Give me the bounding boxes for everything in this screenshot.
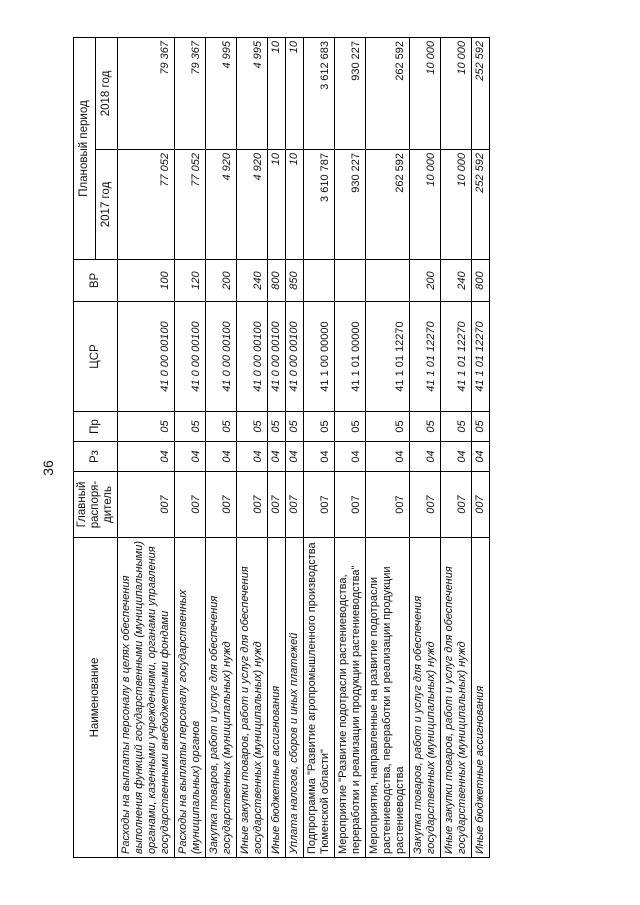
cell-gr: 007: [175, 472, 206, 538]
cell-rz: 04: [366, 442, 410, 472]
cell-pr: 05: [410, 412, 441, 442]
cell-y2018: 10 000: [410, 37, 441, 149]
cell-gr: 007: [286, 472, 304, 538]
cell-y2017: 4 920: [237, 150, 268, 260]
cell-rz: 04: [268, 442, 286, 472]
rotated-table-wrapper: [73, 38, 558, 858]
cell-y2017: 10 000: [410, 150, 441, 260]
cell-rz: 04: [286, 442, 304, 472]
cell-csr: 41 0 00 00100: [206, 302, 237, 412]
cell-y2018: 4 995: [206, 37, 237, 149]
cell-vr: 200: [410, 260, 441, 302]
cell-csr: 41 1 01 12270: [410, 302, 441, 412]
cell-vr: 240: [441, 260, 472, 302]
cell-csr: 41 1 01 12270: [366, 302, 410, 412]
cell-gr: 007: [304, 472, 335, 538]
cell-name: Иные закупки товаров, работ и услуг для обеспечения государственных (муниципальных) нужд: [237, 538, 268, 858]
table-row: [286, 37, 304, 857]
cell-pr: 05: [335, 412, 366, 442]
cell-rz: 04: [175, 442, 206, 472]
cell-y2017: 77 052: [175, 150, 206, 260]
cell-y2017: 3 610 787: [304, 150, 335, 260]
cell-name: Расходы на выплаты персоналу в целях обеспечения выполнения функций государственными (муниципальными) органами, казенными учреждениями, органами управления государственными внебюджетными фондами: [118, 538, 175, 858]
header-gr: Главный распоря-дитель: [74, 472, 118, 538]
header-name: Наименование: [74, 538, 118, 858]
cell-name: Закупка товаров, работ и услуг для обеспечения государственных (муниципальных) нужд: [206, 538, 237, 858]
cell-y2018: 3 612 683: [304, 37, 335, 149]
page-number: 36: [40, 460, 56, 476]
cell-y2017: 252 592: [472, 150, 490, 260]
cell-y2018: 10 000: [441, 37, 472, 149]
header-vr: ВР: [74, 260, 118, 302]
table-row: [335, 37, 366, 857]
header-row-1: [74, 37, 96, 857]
cell-y2018: 79 367: [118, 37, 175, 149]
cell-pr: 05: [237, 412, 268, 442]
cell-pr: 05: [441, 412, 472, 442]
cell-rz: 04: [304, 442, 335, 472]
cell-pr: 05: [286, 412, 304, 442]
cell-y2017: 10: [286, 150, 304, 260]
header-csr: ЦСР: [74, 302, 118, 412]
cell-vr: 200: [206, 260, 237, 302]
cell-y2017: 262 592: [366, 150, 410, 260]
cell-y2017: 930 227: [335, 150, 366, 260]
cell-csr: 41 1 01 12270: [472, 302, 490, 412]
cell-vr: 240: [237, 260, 268, 302]
cell-gr: 007: [268, 472, 286, 538]
cell-pr: 05: [175, 412, 206, 442]
cell-gr: 007: [237, 472, 268, 538]
cell-pr: 05: [118, 412, 175, 442]
cell-csr: 41 0 00 00100: [118, 302, 175, 412]
cell-y2017: 4 920: [206, 150, 237, 260]
cell-rz: 04: [410, 442, 441, 472]
cell-gr: 007: [206, 472, 237, 538]
cell-pr: 05: [304, 412, 335, 442]
cell-csr: 41 1 01 12270: [441, 302, 472, 412]
cell-vr: [335, 260, 366, 302]
cell-csr: 41 0 00 00100: [286, 302, 304, 412]
table-row: [441, 37, 472, 857]
cell-y2018: 79 367: [175, 37, 206, 149]
cell-vr: 100: [118, 260, 175, 302]
cell-rz: 04: [335, 442, 366, 472]
header-plan-period: Плановый период: [74, 37, 96, 259]
cell-gr: 007: [335, 472, 366, 538]
cell-name: Иные закупки товаров, работ и услуг для обеспечения государственных (муниципальных) нужд: [441, 538, 472, 858]
cell-pr: 05: [472, 412, 490, 442]
cell-y2017: 10 000: [441, 150, 472, 260]
cell-vr: 850: [286, 260, 304, 302]
cell-y2018: 10: [268, 37, 286, 149]
cell-csr: 41 1 01 00000: [335, 302, 366, 412]
cell-vr: 800: [268, 260, 286, 302]
cell-rz: 04: [441, 442, 472, 472]
cell-gr: 007: [118, 472, 175, 538]
cell-y2017: 10: [268, 150, 286, 260]
table-row: [118, 37, 175, 857]
table-row: [237, 37, 268, 857]
cell-pr: 05: [206, 412, 237, 442]
header-2018: 2018 год: [96, 37, 118, 149]
cell-gr: 007: [472, 472, 490, 538]
cell-y2017: 77 052: [118, 150, 175, 260]
header-rz: Рз: [74, 442, 118, 472]
cell-name: Уплата налогов, сборов и иных платежей: [286, 538, 304, 858]
cell-y2018: 4 995: [237, 37, 268, 149]
cell-csr: 41 0 00 00100: [175, 302, 206, 412]
cell-name: Закупка товаров, работ и услуг для обеспечения государственных (муниципальных) нужд: [410, 538, 441, 858]
table-row: [268, 37, 286, 857]
cell-name: Иные бюджетные ассигнования: [472, 538, 490, 858]
cell-csr: 41 1 00 00000: [304, 302, 335, 412]
cell-pr: 05: [268, 412, 286, 442]
cell-rz: 04: [472, 442, 490, 472]
cell-vr: 120: [175, 260, 206, 302]
cell-name: Мероприятие "Развитие подотрасли растениеводства, переработки и реализации продукции растениеводства": [335, 538, 366, 858]
cell-rz: 04: [206, 442, 237, 472]
cell-name: Расходы на выплаты персоналу государственных (муниципальных) органов: [175, 538, 206, 858]
cell-name: Мероприятия, направленные на развитие подотрасли растениеводства, переработки и реализации продукции растениеводства: [366, 538, 410, 858]
table-row: [304, 37, 335, 857]
table-row: [472, 37, 490, 857]
cell-y2018: 10: [286, 37, 304, 149]
cell-gr: 007: [441, 472, 472, 538]
cell-pr: 05: [366, 412, 410, 442]
cell-y2018: 262 592: [366, 37, 410, 149]
cell-csr: 41 0 00 00100: [268, 302, 286, 412]
budget-table: [73, 37, 490, 858]
table-row: [175, 37, 206, 857]
cell-name: Подпрограмма "Развитие агропромышленного производства Тюменской области": [304, 538, 335, 858]
header-pr: Пр: [74, 412, 118, 442]
cell-y2018: 252 592: [472, 37, 490, 149]
cell-y2018: 930 227: [335, 37, 366, 149]
cell-gr: 007: [366, 472, 410, 538]
table-row: [366, 37, 410, 857]
cell-csr: 41 0 00 00100: [237, 302, 268, 412]
table-row: [410, 37, 441, 857]
cell-vr: [304, 260, 335, 302]
cell-vr: [366, 260, 410, 302]
cell-vr: 800: [472, 260, 490, 302]
table-row: [206, 37, 237, 857]
cell-rz: 04: [118, 442, 175, 472]
header-2017: 2017 год: [96, 150, 118, 260]
cell-gr: 007: [410, 472, 441, 538]
table-body: [118, 37, 490, 857]
cell-rz: 04: [237, 442, 268, 472]
cell-name: Иные бюджетные ассигнования: [268, 538, 286, 858]
